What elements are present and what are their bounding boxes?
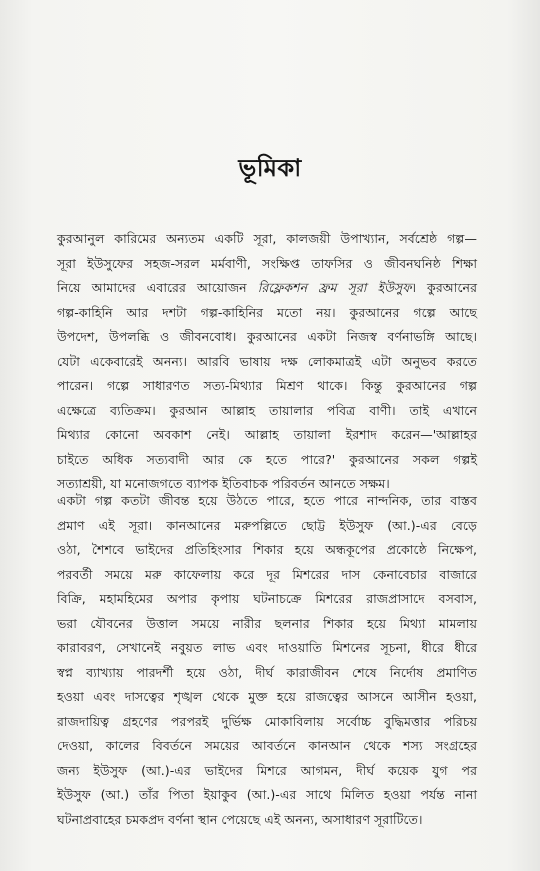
text-line — [57, 301, 477, 326]
text-segment: সূরা ইউসুফের সহজ-সরল মর্মবাণী, সংক্ষিপ্ত তাফসির ও জীবনঘনিষ্ঠ শিক্ষা — [57, 255, 477, 271]
text-line — [57, 710, 477, 735]
text-line — [57, 661, 477, 686]
text-line — [57, 808, 477, 833]
text-segment: মিথ্যার কোনো অবকাশ নেই। আল্লাহ তায়ালা ইরশাদ করেন—'আল্লাহর — [57, 427, 477, 442]
text-segment: হওয়া এবং দাসত্বের শৃঙ্খল থেকে মুক্ত হয়ে রাজত্বের আসনে আসীন হওয়া, — [57, 689, 477, 704]
text-segment: এক্ষেত্রে ব্যতিক্রম। কুরআন আল্লাহ তায়ালার পবিত্র বাণী। তাই এখানে — [57, 402, 477, 418]
text-line — [57, 514, 477, 539]
text-line — [57, 538, 477, 563]
text-segment: যেটা একেবারেই অনন্য। আরবি ভাষায় দক্ষ লোকমাত্রই এটা অনুভব করতে — [57, 353, 477, 369]
text-segment: একটা গল্প কতটা জীবন্ত হয়ে উঠতে পারে, হতে পারে নান্দনিক, তার বাস্তব — [57, 493, 477, 508]
book-title-italic: রিফ্লেকশন ফ্রম সূরা ইউসুফ — [257, 280, 412, 295]
text-segment: প্রমাণ এই সূরা। কানআনের মরুপল্লিতে ছোট্ট ইউসুফ (আ.)-এর বেড়ে — [57, 517, 477, 533]
text-segment: নিয়ে আমাদের এবারের আয়োজন — [57, 280, 258, 295]
text-segment: কুরআনুল কারিমের অন্যতম একটি সূরা, কালজয়ী উপাখ্যান, সর্বশ্রেষ্ঠ গল্প— — [57, 231, 477, 246]
text-line — [57, 350, 477, 375]
text-segment: পারেন। গল্পে সাধারণত সত্য-মিথ্যার মিশ্রণ থাকে। কিন্তু কুরআনের গল্প — [57, 378, 477, 393]
text-segment: কারাবরণ, সেখানেই নবুয়ত লাভ এবং দাওয়াতি মিশনের সূচনা, ধীরে ধীরে — [57, 640, 477, 655]
text-line — [57, 587, 477, 612]
text-line — [57, 227, 477, 252]
text-segment: স্বপ্ন ব্যাখ্যায় পারদর্শী হয়ে ওঠা, দীর্ঘ কারাজীবন শেষে নির্দোষ প্রমাণিত — [57, 664, 477, 680]
text-segment: উপদেশ, উপলব্ধি ও জীবনবোধ। কুরআনের একটা নিজস্ব বর্ণনাভঙ্গি আছে। — [57, 329, 477, 344]
text-segment: চাইতে অধিক সত্যবাদী আর কে হতে পারে?' কুরআনের সকল গল্পই — [57, 451, 477, 467]
text-line — [57, 734, 477, 759]
text-line — [57, 759, 477, 784]
page-title: ভূমিকা — [238, 154, 302, 182]
text-segment: । কুরআনের — [411, 280, 477, 295]
text-segment: পরবর্তী সময়ে মরু কাফেলায় করে দূর মিশরের দাস কেনাবেচার বাজারে — [57, 566, 477, 582]
text-segment: বিক্রি, মহামহিমের অপার কৃপায় ঘটনাচক্রে মিশরের রাজপ্রাসাদে বসবাস, — [57, 591, 477, 606]
text-segment: ভরা যৌবনের উত্তাল সময়ে নারীর ছলনার শিকার হয়ে মিথ্যা মামলায় — [57, 615, 477, 631]
text-line — [57, 563, 477, 588]
text-line — [57, 448, 477, 473]
text-segment: ওঠা, শৈশবে ভাইদের প্রতিহিংসার শিকার হয়ে অন্ধকূপের প্রকোষ্ঠে নিক্ষেপ, — [57, 542, 477, 557]
paragraph-2 — [57, 489, 477, 832]
text-segment: ইউসুফ (আ.) তাঁর পিতা ইয়াকুব (আ.)-এর সাথে মিলিত হওয়া পর্যন্ত নানা — [57, 787, 477, 802]
text-line — [57, 636, 477, 661]
text-line — [57, 374, 477, 399]
text-line — [57, 423, 477, 448]
text-line — [57, 252, 477, 277]
text-line — [57, 612, 477, 637]
text-segment: জন্য ইউসুফ (আ.)-এর ভাইদের মিশরে আগমন, দীর্ঘ কয়েক যুগ পর — [57, 762, 477, 778]
text-segment: রাজদায়িত্ব গ্রহণের পরপরই দুর্ভিক্ষ মোকাবিলায় সর্বোচ্চ বুদ্ধিমত্তার পরিচয় — [57, 713, 477, 729]
text-segment: গল্প-কাহিনি আর দশটা গল্প-কাহিনির মতো নয়। কুরআনের গল্পে আছে — [57, 304, 477, 320]
text-line — [57, 783, 477, 808]
text-line — [57, 685, 477, 710]
text-segment: দেওয়া, কালের বিবর্তনে সময়ের আবর্তনে কানআন থেকে শস্য সংগ্রহের — [57, 738, 477, 753]
paragraph-1 — [57, 227, 477, 497]
text-segment: ঘটনাপ্রবাহের চমকপ্রদ বর্ণনা স্থান পেয়েছে এই অনন্য, অসাধারণ সূরাটিতে। — [57, 811, 423, 827]
text-line — [57, 276, 477, 301]
text-line — [57, 399, 477, 424]
text-line — [57, 489, 477, 514]
text-line — [57, 325, 477, 350]
text-segment: সত্যাশ্রয়ী, যা মনোজগতে ব্যাপক ইতিবাচক পরিবর্তন আনতে সক্ষম। — [57, 476, 390, 491]
